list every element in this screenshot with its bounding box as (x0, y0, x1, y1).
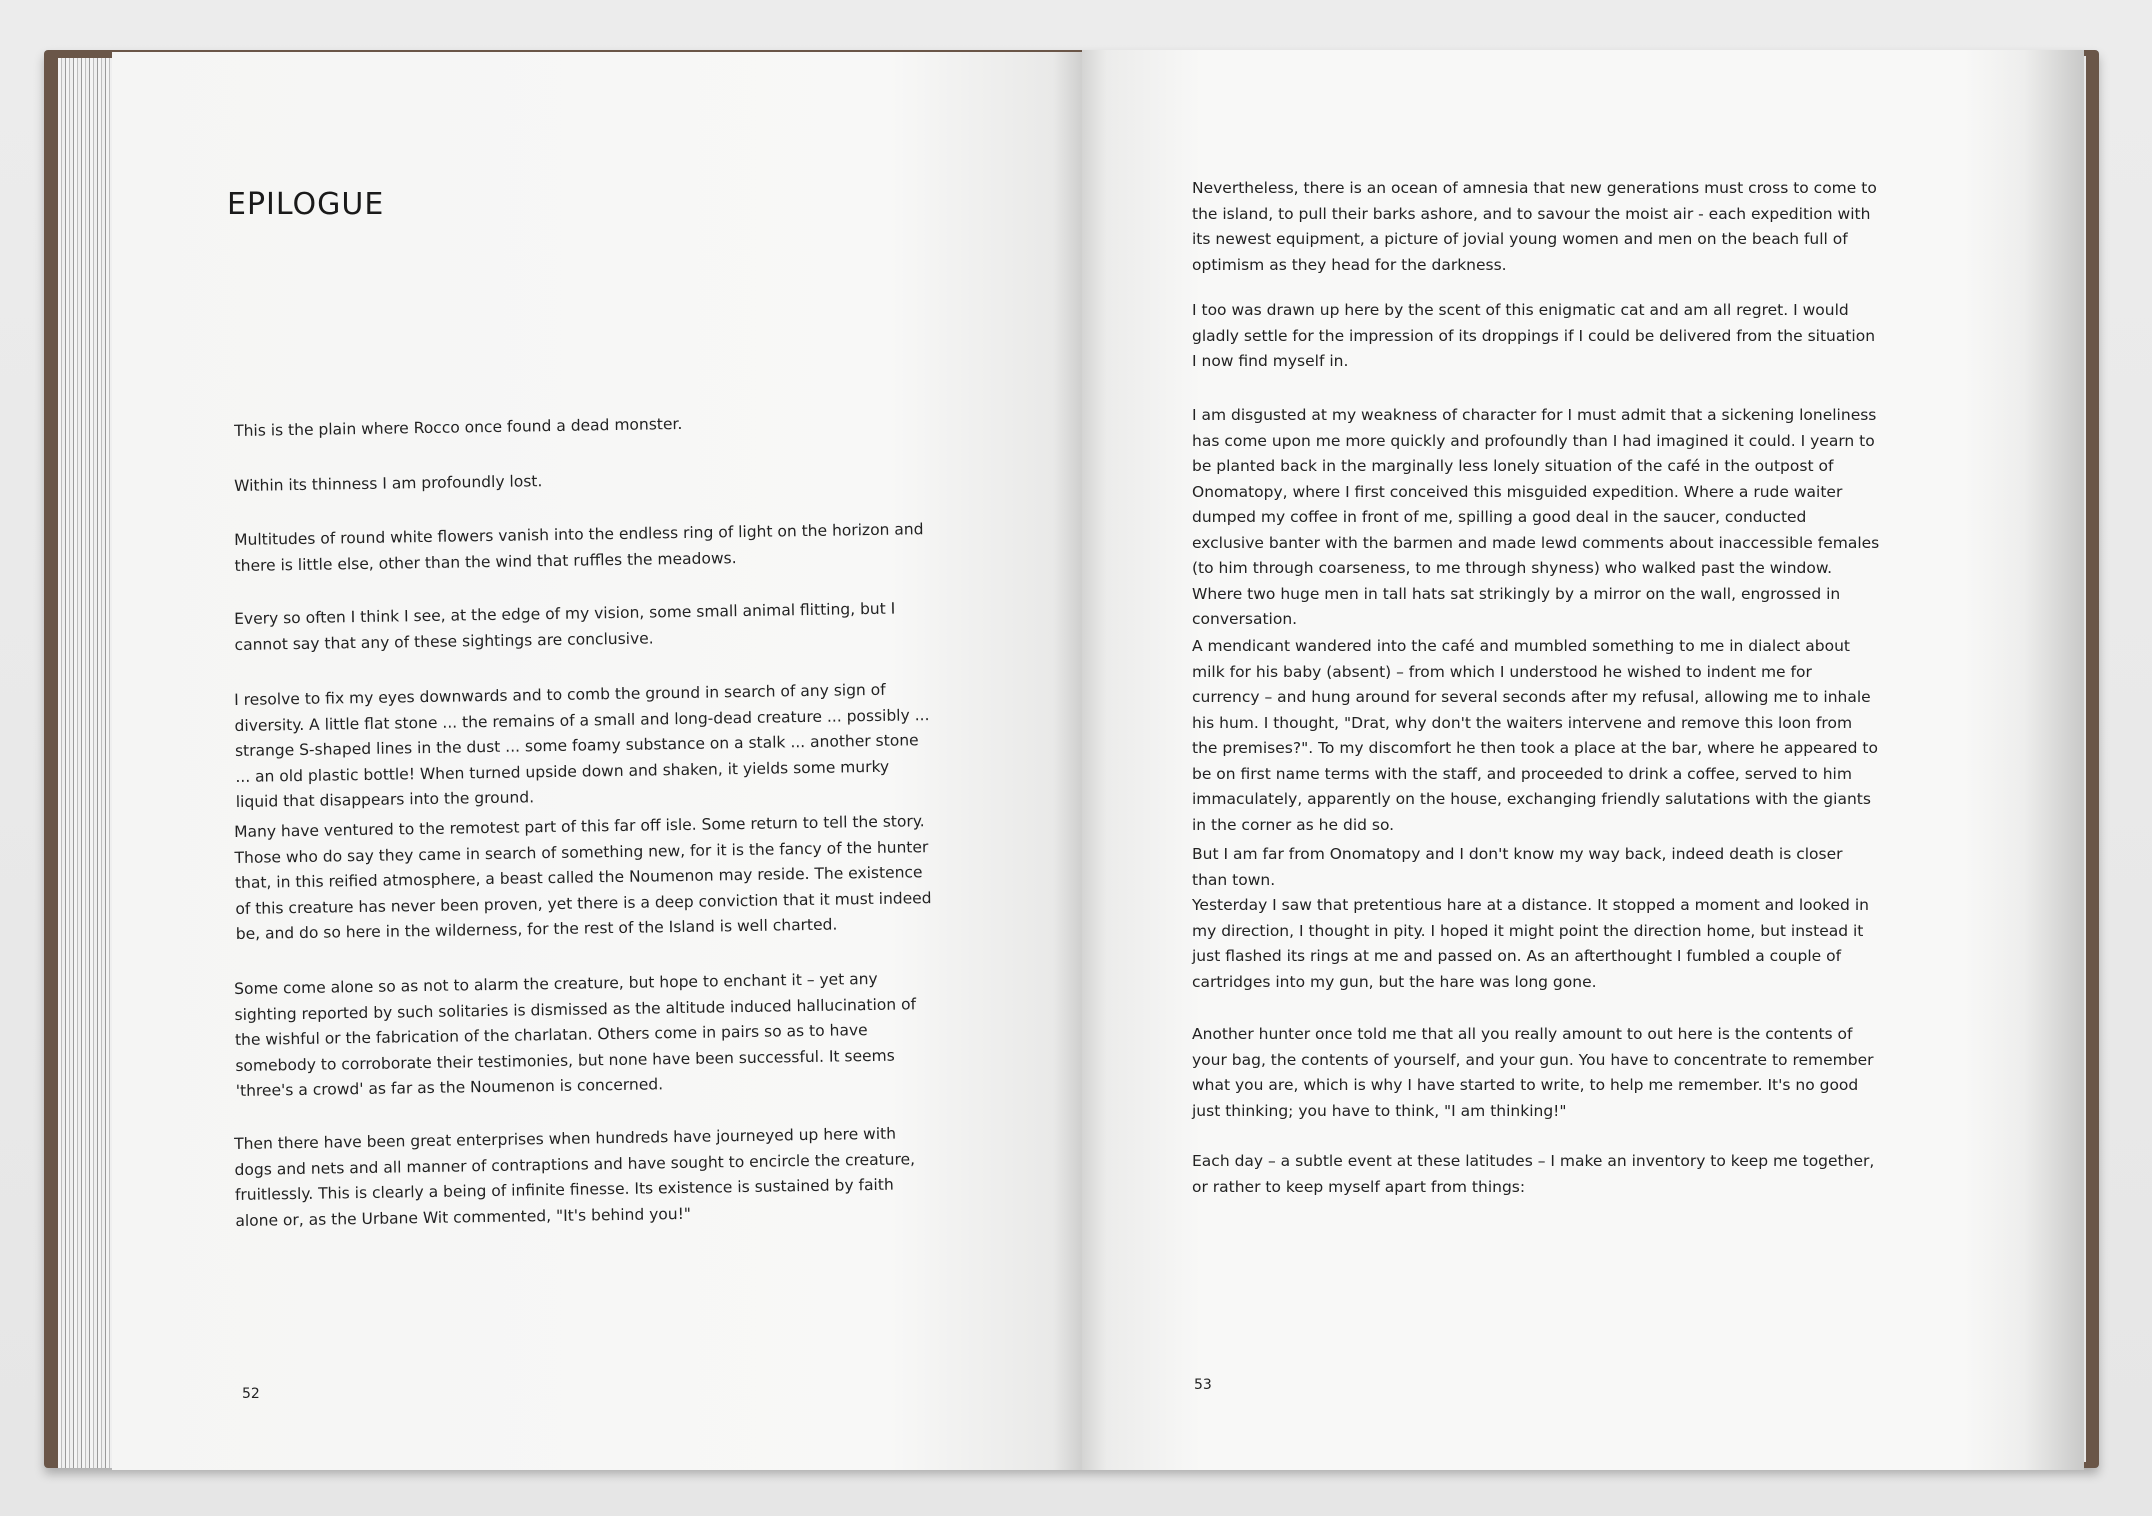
paragraph: Another hunter once told me that all you really amount to out here is the contents of your bag, the contents of yourself, and your gun. You have to concentrate to remember what you are, which is why I have started to write, to help me remember. It's no good just thinking; you have to think, "I am thinking!" (1192, 1025, 1874, 1120)
paragraph: A mendicant wandered into the café and mumbled something to me in dialect about milk for his baby (absent) – from which I understood he wished to indent me for currency – and hung around for several seconds after my refusal, allowing me to inhale his hum. I thought, "Drat, why don't the waiters intervene and remove this loon from the premises?". To my discomfort he then took a place at the bar, where he appeared to be on first name terms with the staff, and proceeded to drink a coffee, served to him immaculately, apparently on the house, exchanging friendly salutations with the giants in the corner as he did so. (1192, 637, 1878, 834)
left-page (112, 52, 1082, 1470)
paragraph: Multitudes of round white flowers vanish into the endless ring of light on the horizon and there is little else, other than the wind that ruffles the meadows. (234, 520, 924, 575)
paragraph: But I am far from Onomatopy and I don't know my way back, indeed death is closer than town. (1192, 845, 1843, 889)
paragraph: Then there have been great enterprises when hundreds have journeyed up here with dogs and nets and all manner of contraptions and have sought to encircle the creature, fruitlessly. This is clearly a being of infinite finesse. Its existence is sustained by faith alone or, as the Urbane Wit commented, "It's behind you!" (234, 1124, 916, 1230)
paragraph: Every so often I think I see, at the edge of my vision, some small animal flitting, but I cannot say that any of these sightings are conclusive. (234, 599, 896, 654)
page-number: 53 (1194, 1377, 1212, 1393)
paragraph: I resolve to fix my eyes downwards and to comb the ground in search of any sign of diversity. A little flat stone ... the remains of a small and long-dead creature ... possibly ... strange S-shaped lines in the dust ... some foamy substance on a stalk ... another stone ... an old plastic bottle! When turned upside down and shaken, it yields some murky liquid that disappears into the ground. (234, 680, 930, 811)
chapter-title: EPILOGUE (227, 187, 385, 222)
paragraph: I too was drawn up here by the scent of this enigmatic cat and am all regret. I would gladly settle for the impression of its droppings if I could be delivered from the situation I now find myself in. (1192, 301, 1876, 370)
right-page (1082, 50, 2084, 1470)
paragraph: Within its thinness I am profoundly lost. (234, 472, 543, 495)
paragraph: Yesterday I saw that pretentious hare at a distance. It stopped a moment and looked in my direction, I thought in pity. I hoped it might point the direction home, but instead it just flashed its rings at me and passed on. As an afterthought I fumbled a couple of cartridges into my gun, but the hare was long gone. (1192, 896, 1869, 991)
paragraph: I am disgusted at my weakness of character for I must admit that a sickening loneliness has come upon me more quickly and profoundly than I had imagined it could. I yearn to be planted back in the marginally less lonely situation of the café in the outpost of Onomatopy, where I first conceived this misguided expedition. Where a rude waiter dumped my coffee in front of me, spilling a good deal in the saucer, conducted exclusive banter with the barmen and made lewd comments about inaccessible females (to him through coarseness, to me through shyness) who walked past the window. Where two huge men in tall hats sat strikingly by a mirror on the wall, engrossed in conversation. (1192, 406, 1880, 628)
paragraph: Nevertheless, there is an ocean of amnesia that new generations must cross to come to the island, to pull their barks ashore, and to savour the moist air - each expedition with its newest equipment, a picture of jovial young women and men on the beach full of optimism as they head for the darkness. (1192, 179, 1877, 274)
paragraph: This is the plain where Rocco once found a dead monster. (234, 414, 683, 440)
paragraph: Many have ventured to the remotest part of this far off isle. Some return to tell the story. Those who do say they came in search of something new, for it is the fancy of the hunter that, in this reified atmosphere, a beast called the Noumenon may reside. The existence of this creature has never been proven, yet there is a deep conviction that it must indeed be, and do so here in the wilderness, for the rest of the Island is well charted. (234, 812, 932, 943)
paragraph: Some come alone so as not to alarm the creature, but hope to enchant it – yet any sighting reported by such solitaries is dismissed as the altitude induced hallucination of the wishful or the fabrication of the charlatan. Others come in pairs so as to have somebody to corroborate their testimonies, but none have been successful. It seems 'three's a crowd' as far as the Noumenon is concerned. (234, 969, 917, 1100)
paragraph: Each day – a subtle event at these latitudes – I make an inventory to keep me together, or rather to keep myself apart from things: (1192, 1152, 1875, 1196)
page-number: 52 (242, 1386, 260, 1402)
